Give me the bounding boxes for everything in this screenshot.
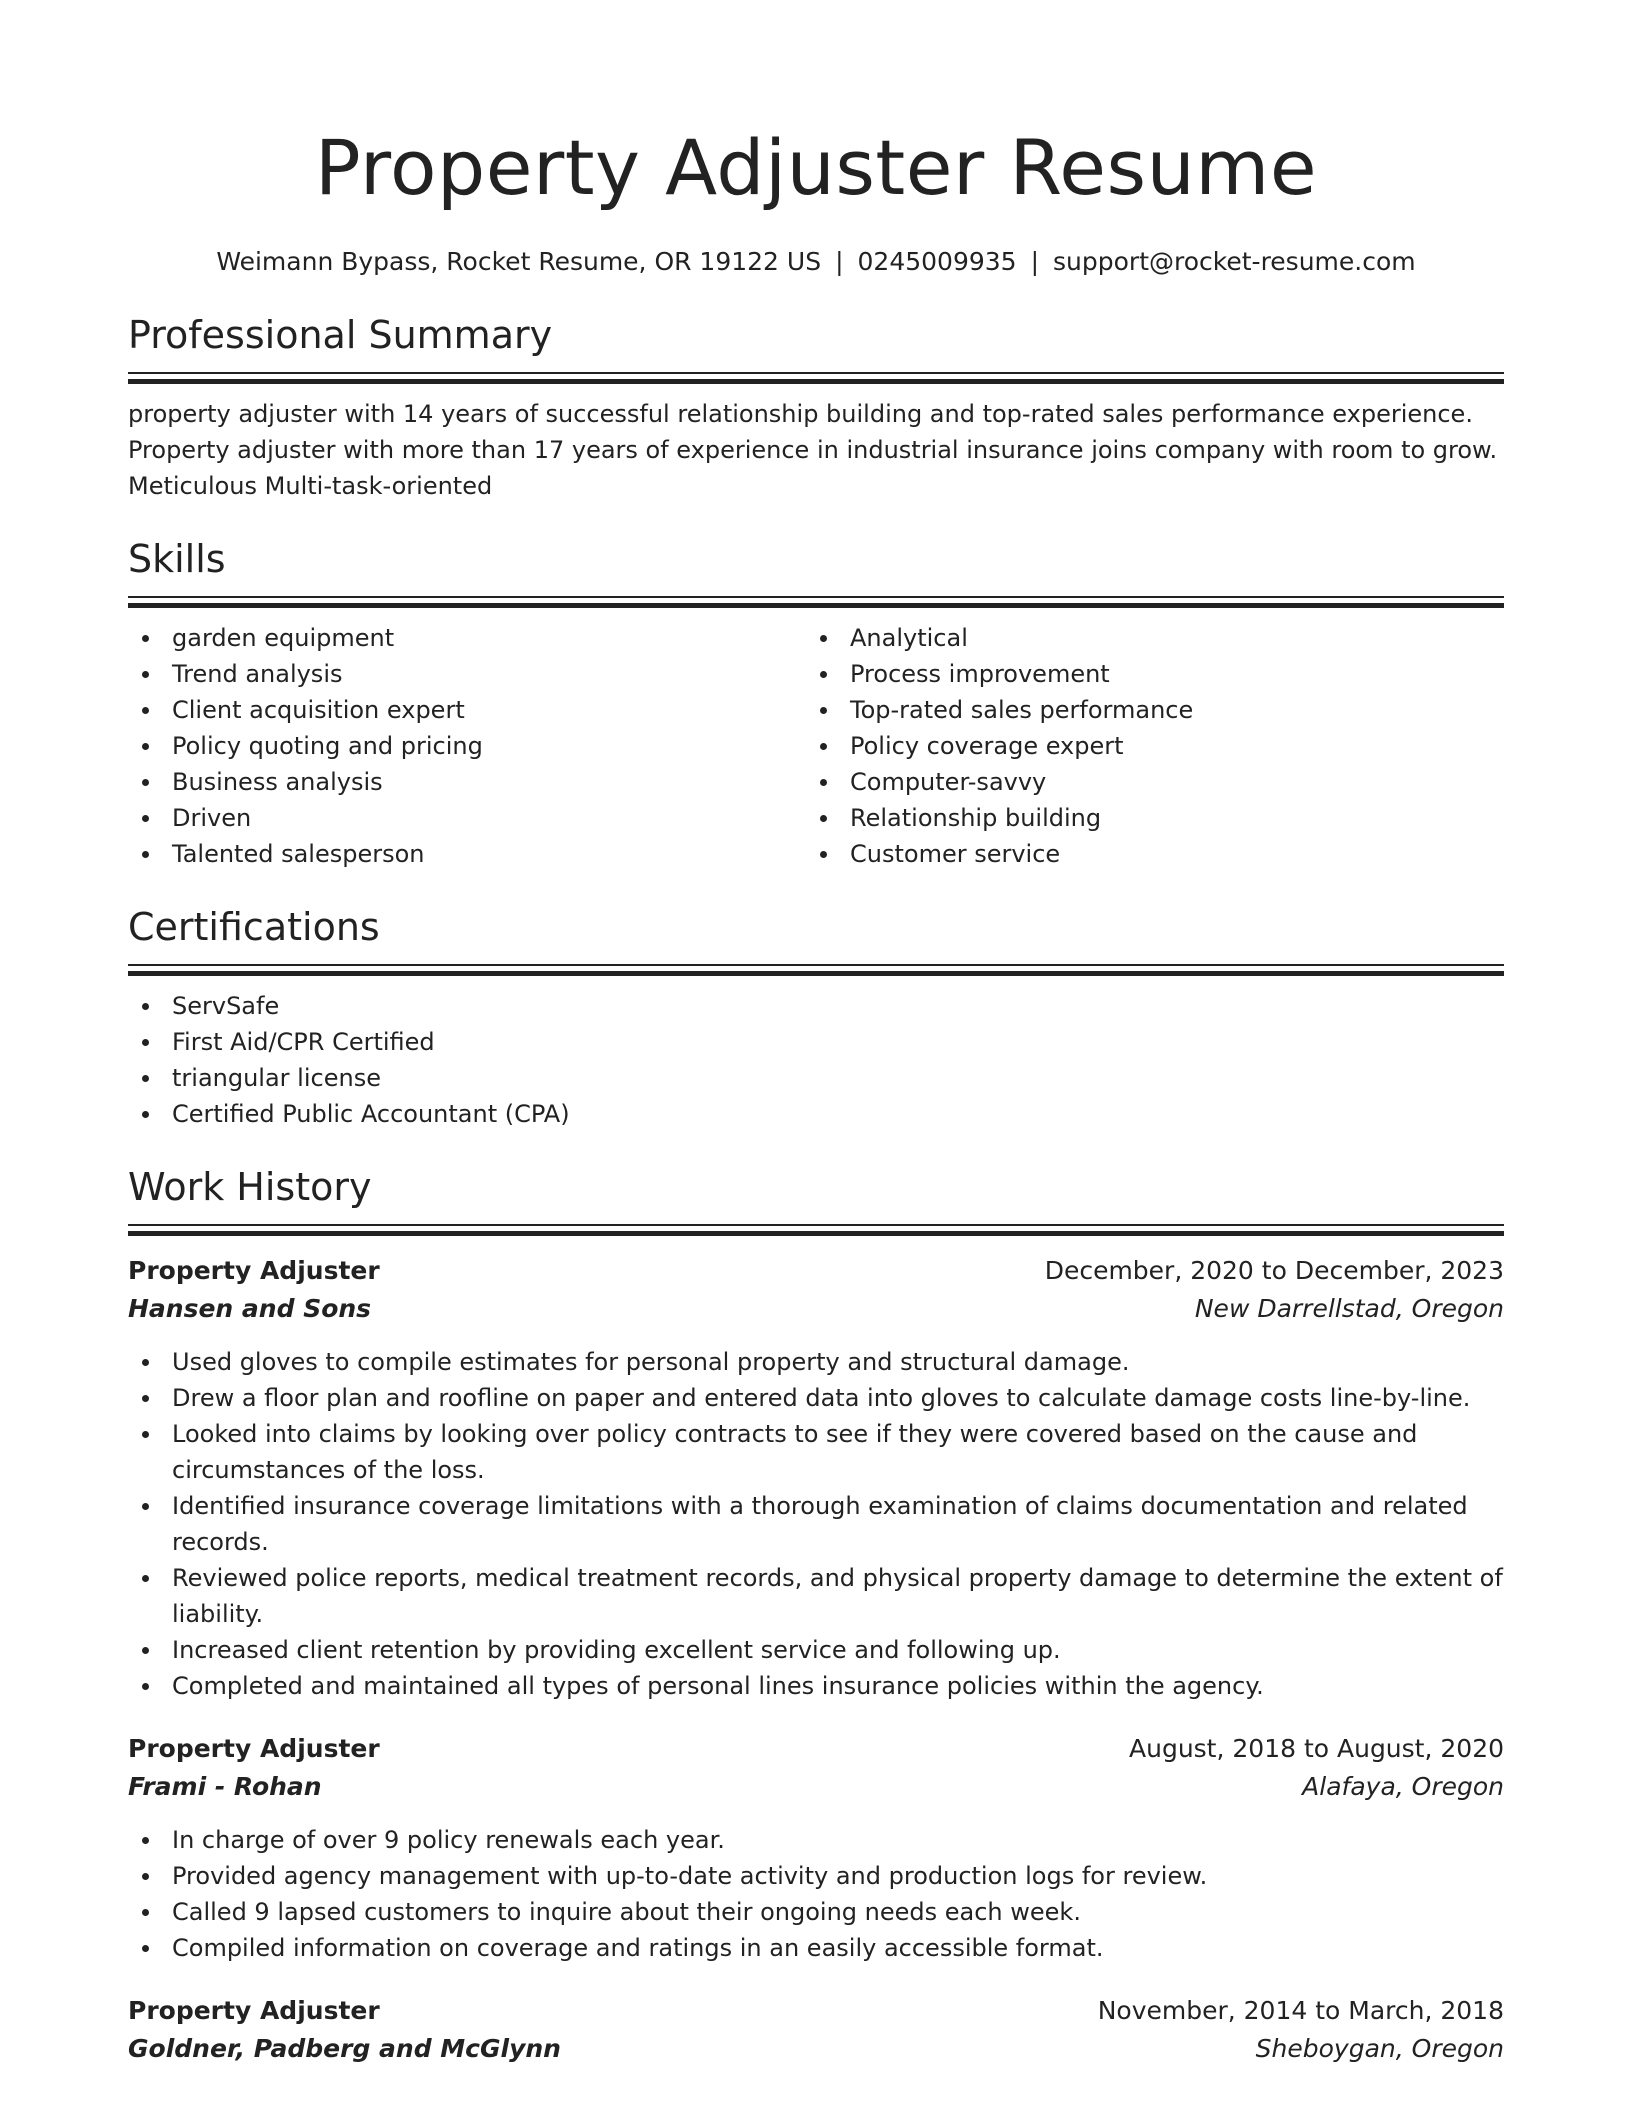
skill-item: Customer service: [806, 836, 1484, 872]
section-divider: [128, 372, 1504, 384]
contact-address: Weimann Bypass, Rocket Resume, OR 19122 US: [216, 247, 822, 276]
section-divider: [128, 596, 1504, 608]
skills-section: [128, 534, 1504, 872]
summary-line: property adjuster with 14 years of successful relationship building and top-rated sales performance experience.: [128, 400, 1473, 428]
certification-list: [128, 988, 1504, 1132]
job-company: Frami - Rohan: [128, 1772, 322, 1801]
skill-item: Client acquisition expert: [128, 692, 806, 728]
summary-section: [128, 310, 1504, 504]
skill-item: Business analysis: [128, 764, 806, 800]
skill-item: Policy coverage expert: [806, 728, 1484, 764]
job-entry: [128, 1252, 1504, 1704]
summary-line: Meticulous Multi-task-oriented: [128, 472, 493, 500]
job-dates: November, 2014 to March, 2018: [1097, 1996, 1504, 2025]
job-duty: Completed and maintained all types of personal lines insurance policies within the agency.: [128, 1668, 1504, 1704]
job-company-row: [128, 2030, 1504, 2068]
job-duty: Reviewed police reports, medical treatment records, and physical property damage to determine the extent of liability.: [128, 1560, 1504, 1632]
job-title: Property Adjuster: [128, 1256, 380, 1285]
job-dates: August, 2018 to August, 2020: [1129, 1734, 1504, 1763]
contact-separator: |: [1030, 247, 1040, 276]
section-heading-summary: Professional Summary: [128, 313, 553, 357]
job-entry: [128, 1992, 1504, 2068]
skill-item: Policy quoting and pricing: [128, 728, 806, 764]
job-company: Goldner, Padberg and McGlynn: [128, 2034, 561, 2063]
skill-item: Analytical: [806, 620, 1484, 656]
resume-page: [128, 0, 1504, 2068]
skills-column-right: [806, 620, 1484, 872]
skills-column-left: [128, 620, 806, 872]
skill-item: Top-rated sales performance: [806, 692, 1484, 728]
certification-item: First Aid/CPR Certified: [128, 1024, 1504, 1060]
contact-phone: 0245009935: [857, 247, 1017, 276]
section-heading-certifications: Certifications: [128, 905, 380, 949]
job-duties-list: [128, 1822, 1504, 1966]
skill-item: Relationship building: [806, 800, 1484, 836]
skill-item: Computer-savvy: [806, 764, 1484, 800]
job-duty: Identified insurance coverage limitations with a thorough examination of claims documentation and related records.: [128, 1488, 1504, 1560]
job-duty: Increased client retention by providing excellent service and following up.: [128, 1632, 1504, 1668]
summary-line: Property adjuster with more than 17 years of experience in industrial insurance joins company with room to grow.: [128, 436, 1498, 464]
job-company: Hansen and Sons: [128, 1294, 372, 1323]
job-duty: Called 9 lapsed customers to inquire about their ongoing needs each week.: [128, 1894, 1504, 1930]
job-company-row: [128, 1290, 1504, 1328]
job-duty: Drew a floor plan and roofline on paper and entered data into gloves to calculate damage costs line-by-line.: [128, 1380, 1504, 1416]
work-history-section: [128, 1162, 1504, 2068]
certifications-section: [128, 902, 1504, 1132]
job-duties-list: [128, 1344, 1504, 1704]
job-header-row: [128, 1252, 1504, 1290]
job-dates: December, 2020 to December, 2023: [1044, 1256, 1504, 1285]
skill-item: Process improvement: [806, 656, 1484, 692]
job-header-row: [128, 1730, 1504, 1768]
certification-item: Certified Public Accountant (CPA): [128, 1096, 1504, 1132]
job-duty: Used gloves to compile estimates for personal property and structural damage.: [128, 1344, 1504, 1380]
job-title: Property Adjuster: [128, 1734, 380, 1763]
job-location: New Darrellstad, Oregon: [1194, 1294, 1504, 1323]
section-heading-work-history: Work History: [128, 1165, 372, 1209]
skill-item: Talented salesperson: [128, 836, 806, 872]
section-divider: [128, 1224, 1504, 1236]
skill-item: Trend analysis: [128, 656, 806, 692]
skill-item: garden equipment: [128, 620, 806, 656]
job-duty: Looked into claims by looking over policy contracts to see if they were covered based on the cause and circumstances of the loss.: [128, 1416, 1504, 1488]
contact-line: [128, 244, 1504, 280]
certification-item: ServSafe: [128, 988, 1504, 1024]
job-duty: Compiled information on coverage and ratings in an easily accessible format.: [128, 1930, 1504, 1966]
contact-separator: |: [835, 247, 844, 276]
page-title: Property Adjuster Resume: [314, 123, 1318, 212]
job-duty: Provided agency management with up-to-date activity and production logs for review.: [128, 1858, 1504, 1894]
section-divider: [128, 964, 1504, 976]
job-location: Alafaya, Oregon: [1302, 1772, 1504, 1801]
job-location: Sheboygan, Oregon: [1255, 2034, 1504, 2063]
skill-item: Driven: [128, 800, 806, 836]
skills-grid: [128, 620, 1504, 872]
certification-item: triangular license: [128, 1060, 1504, 1096]
section-heading-skills: Skills: [128, 537, 226, 581]
summary-text: [128, 396, 1504, 504]
job-header-row: [128, 1992, 1504, 2030]
job-company-row: [128, 1768, 1504, 1806]
job-title: Property Adjuster: [128, 1996, 380, 2025]
job-duty: In charge of over 9 policy renewals each year.: [128, 1822, 1504, 1858]
contact-email: support@rocket-resume.com: [1053, 247, 1416, 276]
job-entry: [128, 1730, 1504, 1966]
